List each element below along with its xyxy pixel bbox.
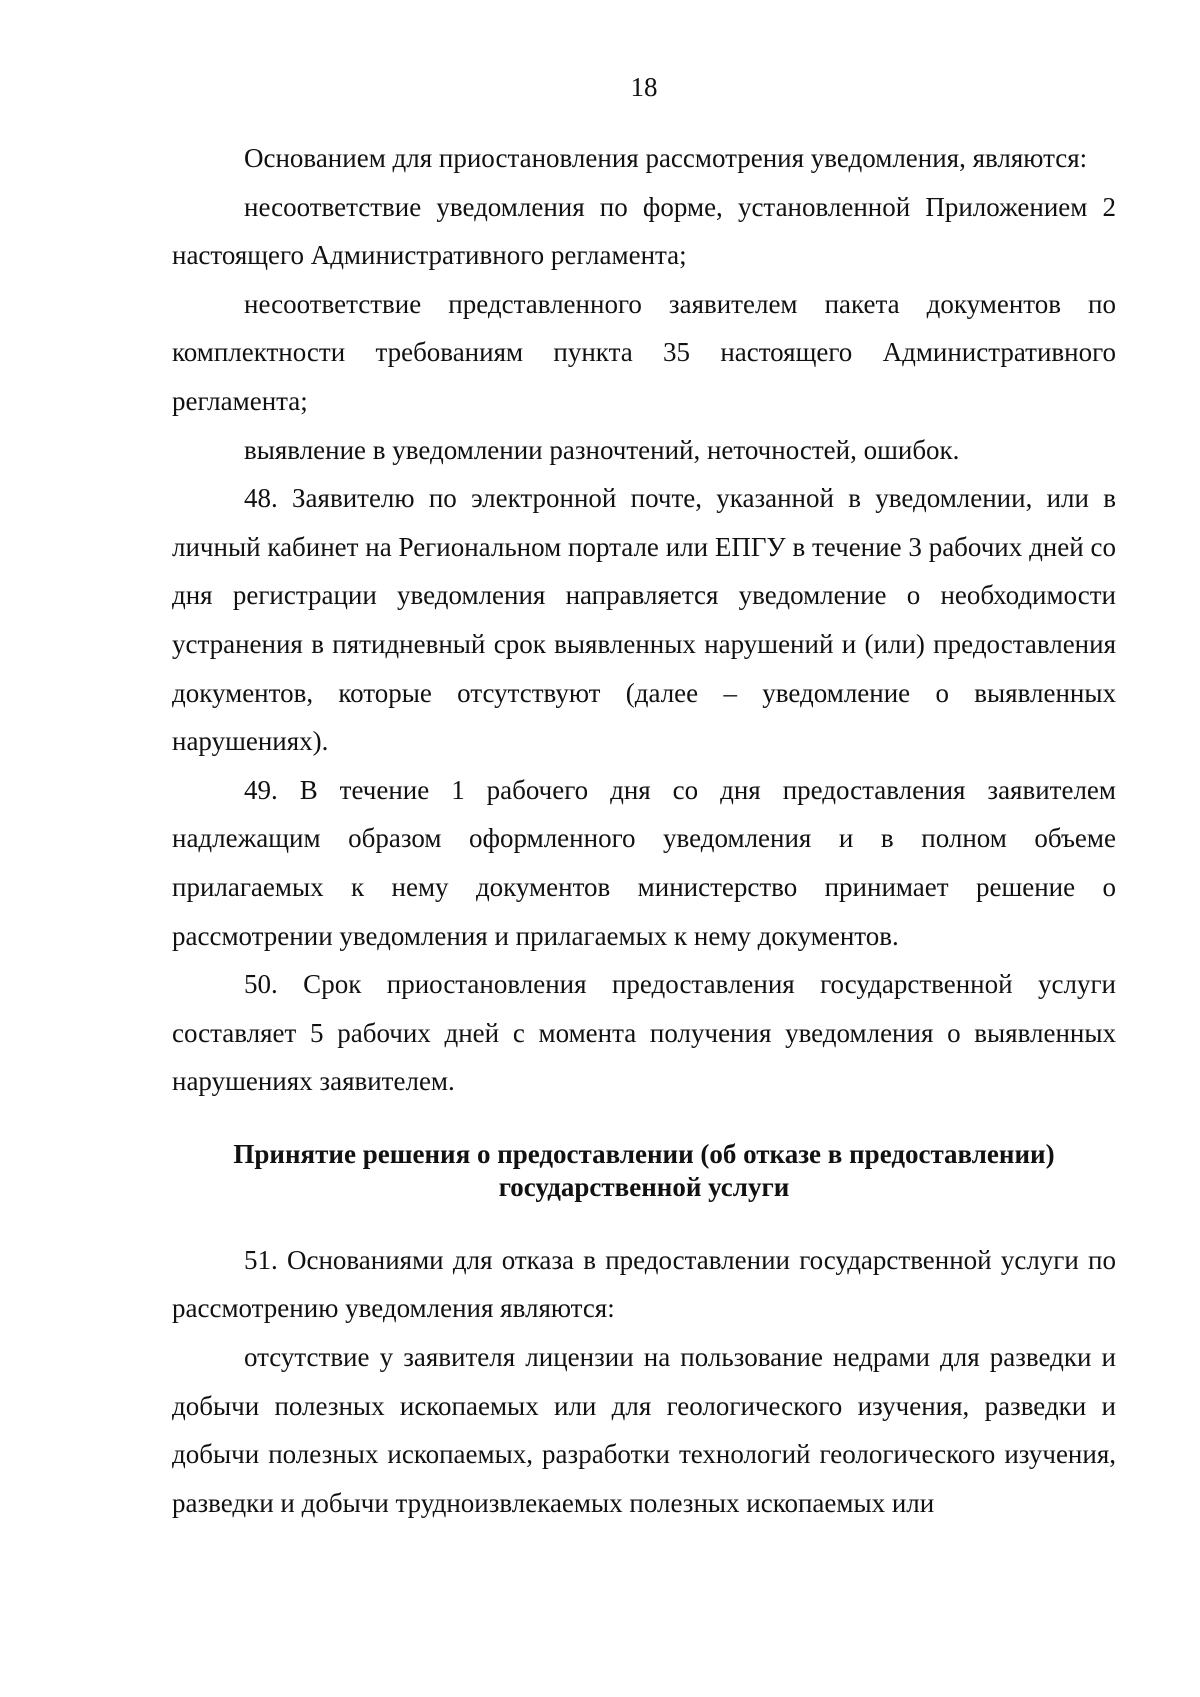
section-heading-line-2: государственной услуги	[498, 1171, 790, 1202]
paragraph-item-48: 48. Заявителю по электронной почте, указанной в уведомлении, или в личный кабинет на Региональном портале или ЕПГУ в течение 3 рабочих дней со дня регистрации уведомления направляется уведомление о необходимости устранения в пятидневный срок выявленных нарушений и (или) предоставления документов, которые отсутствуют (далее – уведомление о выявленных нарушениях).	[172, 483, 1116, 757]
paragraph-package-mismatch: несоответствие представленного заявителем пакета документов по комплектности требованиям пункта 35 настоящего Административного регламента;	[172, 288, 1116, 416]
paragraph-no-license: отсутствие у заявителя лицензии на пользование недрами для разведки и добычи полезных ископаемых или для геологического изучения, разведки и добычи полезных ископаемых, разработки технологий геологического изучения, разведки и добычи трудноизвлекаемых полезных ископаемых или	[172, 1342, 1116, 1518]
paragraph-item-50: 50. Срок приостановления предоставления государственной услуги составляет 5 рабочих дней с момента получения уведомления о выявленных нарушениях заявителем.	[172, 969, 1116, 1097]
section-heading	[172, 1138, 1116, 1204]
paragraph-item-51: 51. Основаниями для отказа в предоставлении государственной услуги по рассмотрению уведомления являются:	[172, 1244, 1116, 1324]
page-number: 18	[630, 72, 658, 102]
paragraph-form-mismatch: несоответствие уведомления по форме, установленной Приложением 2 настоящего Административного регламента;	[172, 191, 1116, 271]
document-body	[172, 134, 1116, 1527]
paragraph-item-49: 49. В течение 1 рабочего дня со дня предоставления заявителем надлежащим образом оформленного уведомления и в полном объеме прилагаемых к нему документов министерство принимает решение о рассмотрении уведомления и прилагаемых к нему документов.	[172, 774, 1116, 951]
section-heading-line-1: Принятие решения о предоставлении (об отказе в предоставлении)	[233, 1138, 1055, 1169]
paragraph-suspension-grounds: Основанием для приостановления рассмотрения уведомления, являются:	[244, 143, 1088, 173]
paragraph-discrepancies: выявление в уведомлении разночтений, неточностей, ошибок.	[244, 434, 960, 465]
